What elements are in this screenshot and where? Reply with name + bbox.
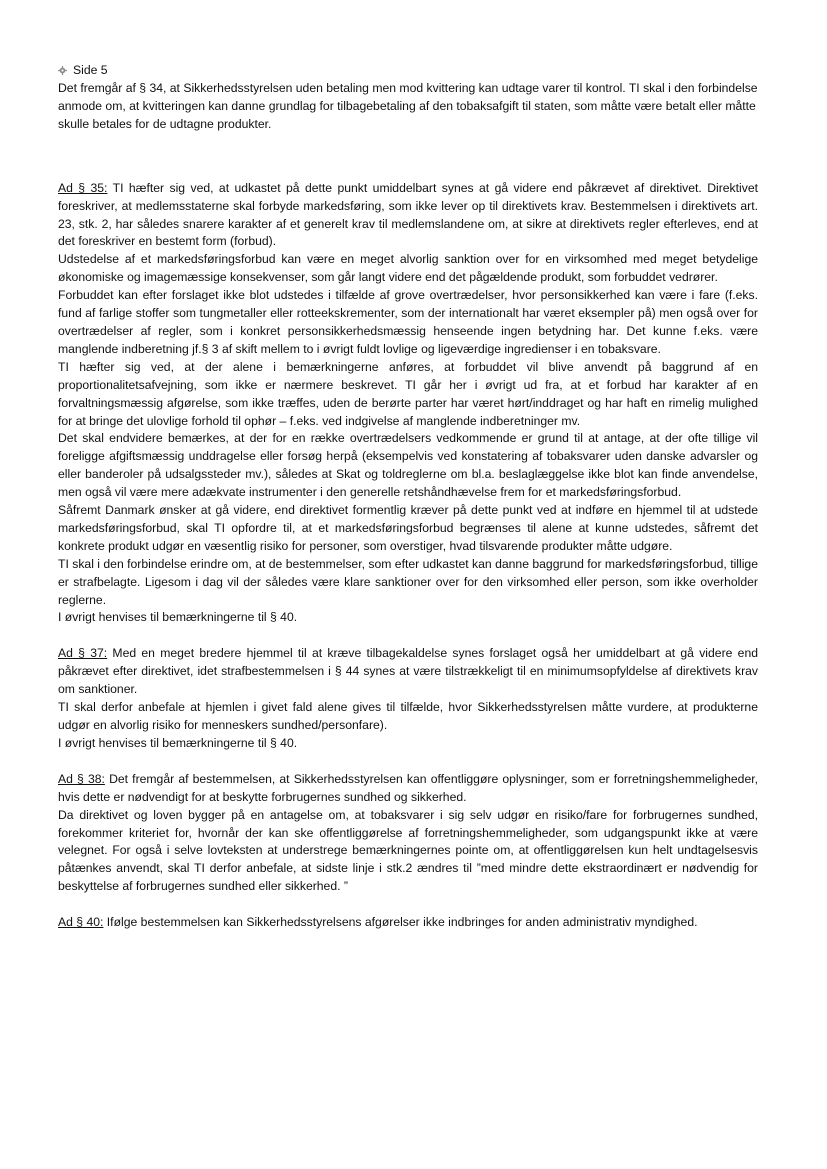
document-page: [58, 62, 758, 932]
page-label: Side 5: [73, 63, 108, 77]
paragraph: Da direktivet og loven bygger på en antagelse om, at tobaksvarer i sig selv udgør en risiko/fare for forbrugernes sundhed, forekommer kriteriet for, hvornår der kan ske offentliggørelse af forretningshemmeligheder, som udgangspunkt ikke at være velegnet. For også i selve lovteksten at understrege bemærkningernes pointe om, at offentliggørelsen kun helt undtagelsesvis påtænkes anvendt, skal TI derfor anbefale, at sidste linje i stk.2 ændres til ”med mindre dette ekstraordinært er nødvendig for beskyttelse af forbrugernes sundhed eller sikkerhed. ”: [58, 807, 758, 894]
paragraph: TI skal i den forbindelse erindre om, at de bestemmelser, som efter udkastet kan danne baggrund for markedsføringsforbud, tillige er strafbelagte. Ligesom i dag vil der således være klare sanktioner over for den virksomhed eller person, som ikke overholder reglerne.: [58, 556, 758, 607]
paragraph: TI hæfter sig ved, at der alene i bemærkningerne anføres, at forbuddet vil blive anvendt på baggrund af en proportionalitetsafvejning, som ikke er nærmere beskrevet. TI går her i øvrigt ud fra, at et forbud har karakter af en forvaltningsmæssig afgørelse, som ikke træffes, uden de berørte parter har været hørt/inddraget og har haft en rimelig mulighed for at bringe det ulovlige forhold til ophør – f.eks. ved indgivelse af manglende indberetninger mv.: [58, 359, 758, 428]
paragraph: TI skal derfor anbefale at hjemlen i givet fald alene gives til tilfælde, hvor Sikkerhedsstyrelsen måtte vurdere, at produkterne udgør en alvorlig risiko for menneskers sundhed/personfare).: [58, 700, 758, 732]
paragraph: Såfremt Danmark ønsker at gå videre, end direktivet formentlig kræver på dette punkt ved at indføre en hjemmel til at udstede markedsføringsforbud, skal TI opfordre til, at et markedsføringsforbud begrænses til alene at kunne udstedes, såfremt det konkrete produkt udgør en væsentlig risiko for personer, som overstiger, hvad tilsvarende produkter måtte udgøre.: [58, 503, 758, 553]
section-37: [58, 645, 758, 752]
paragraph: Forbuddet kan efter forslaget ikke blot udstedes i tilfælde af grove overtrædelser, hvor personsikkerhed kan være i fare (f.eks. fund af farlige stoffer som tungmetaller eller rotteekskrementer, som der internationalt har været eksempler på) men også over for overtrædelser af regler, som i konkret personsikkerhedsmæssig henseende ingen betydning har. Det kunne f.eks. være manglende indberetning jf.§ 3 af skift mellem to i øvrigt fuldt lovlige og ligeværdige ingredienser i en tobaksvare.: [58, 288, 758, 356]
paragraph-text: Ifølge bestemmelsen kan Sikkerhedsstyrelsens afgørelser ikke indbringes for anden administrativ myndighed.: [106, 915, 698, 930]
paragraph-text: Med en meget bredere hjemmel til at kræve tilbagekaldelse synes forslaget også her umiddelbart at gå videre end påkrævet efter direktivet, idet strafbestemmelsen i § 44 synes at være tilstrækkeligt til en minimumsopfyldelse af direktivets krav om sanktioner.: [58, 646, 759, 697]
section-heading: Ad § 35:: [58, 180, 108, 195]
paragraph: I øvrigt henvises til bemærkningerne til § 40.: [58, 610, 298, 625]
section-38: [58, 771, 758, 896]
paragraph: [58, 180, 758, 252]
section-heading: Ad § 37:: [58, 646, 108, 661]
paragraph: Udstedelse af et markedsføringsforbud kan være en meget alvorlig sanktion over for en virksomhed med meget betydelige økonomiske og imagemæssige konsekvenser, som går langt videre end det pågældende produkt, som forbuddet vedrører.: [58, 252, 758, 285]
gear-icon: [58, 66, 67, 75]
paragraph: [58, 771, 758, 807]
paragraph: [58, 645, 758, 699]
paragraph-text: TI hæfter sig ved, at udkastet på dette punkt umiddelbart synes at gå videre end påkrævet af direktivet. Direktivet foreskriver, at medlemsstaterne skal forbyde markedsføring, som ikke lever op til direktivets krav. Bestemmelsen i direktivets art. 23, stk. 2, har således snarere karakter af et generelt krav til medlemslandene om, at sikre at direktivets regler efterleves, end at det foreskriver en bestemt form (forbud).: [58, 180, 759, 249]
section-35: [58, 180, 758, 628]
paragraph: Det skal endvidere bemærkes, at der for en række overtrædelsers vedkommende er grund til at antage, at der ofte tillige vil foreligge afgiftsmæssig unddragelse eller forsøg herpå (eksempelvis ved konstatering af tobaksvarer uden danske advarsler og eller banderoler på udsalgssteder mv.), således at Skat og toldreglerne om bl.a. beslaglæggelse ikke blot kan finde anvendelse, men også vil være mere adækvate instrumenter i den generelle retshåndhævelse frem for et markedsføringsforbud.: [58, 431, 758, 500]
paragraph: [58, 914, 758, 932]
page-header: [58, 62, 758, 79]
intro-paragraph: Det fremgår af § 34, at Sikkerhedsstyrelsen uden betaling men mod kvittering kan udtage varer til kontrol. TI skal i den forbindelse anmode om, at kvitteringen kan danne grundlag for tilbagebetaling af den tobaksafgift til staten, som måtte være betalt eller måtte skulle betales for de udtagne produkter.: [58, 81, 758, 131]
section-40: [58, 914, 758, 932]
section-heading: Ad § 40:: [58, 915, 104, 930]
paragraph: I øvrigt henvises til bemærkningerne til § 40.: [58, 735, 298, 750]
section-heading: Ad § 38:: [58, 771, 105, 786]
paragraph-text: Det fremgår af bestemmelsen, at Sikkerhedsstyrelsen kan offentliggøre oplysninger, som er forretningshemmeligheder, hvis dette er nødvendigt for at beskytte forbrugernes sundhed og sikkerhed.: [58, 771, 759, 804]
